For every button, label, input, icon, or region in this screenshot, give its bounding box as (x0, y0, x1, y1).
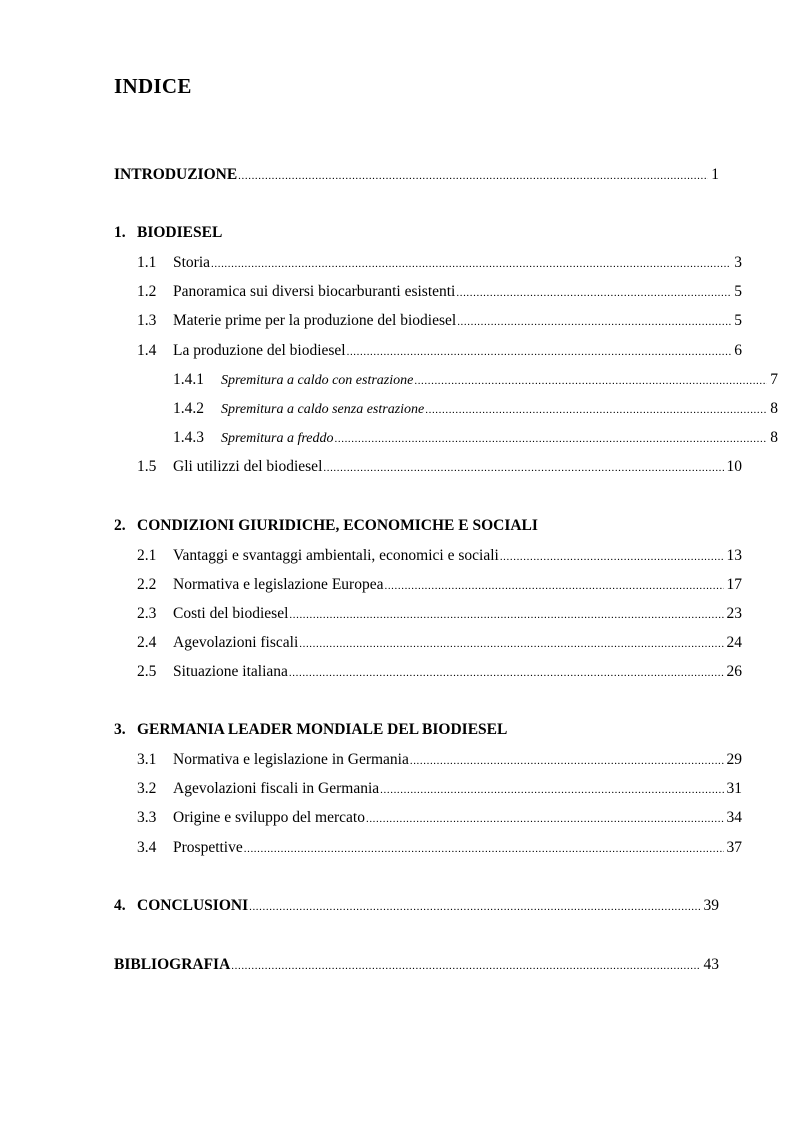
toc-entry-3-2[interactable] (114, 778, 742, 800)
chapter-number: 4. (114, 897, 126, 914)
subsection-label: Spremitura a caldo con estrazione (221, 373, 414, 388)
section-number: 3.2 (137, 780, 157, 797)
section-number: 1.1 (137, 254, 157, 271)
toc-page-number: 8 (770, 400, 778, 417)
toc-entry-introduction[interactable] (114, 164, 719, 186)
section-label: Agevolazioni fiscali (173, 634, 299, 651)
leader-dots (384, 575, 723, 597)
toc-page-number: 34 (726, 809, 742, 826)
section-number: 1.5 (137, 458, 157, 475)
toc-entry-1-5[interactable] (114, 456, 742, 478)
leader-dots (211, 253, 731, 275)
toc-page-number: 26 (726, 663, 742, 680)
section-number: 2.4 (137, 634, 157, 651)
section-label: Prospettive (173, 839, 243, 856)
chapter-number: 3. (114, 721, 126, 738)
toc-page-number: 29 (726, 751, 742, 768)
toc-entry-1-4-1[interactable] (114, 369, 778, 391)
subsection-number: 1.4.1 (173, 371, 204, 388)
toc-entry-label: CONCLUSIONI (137, 897, 249, 914)
section-number: 3.3 (137, 809, 157, 826)
toc-page-number: 5 (734, 283, 742, 300)
toc-page-number: 31 (726, 780, 742, 797)
toc-page-number: 23 (726, 605, 742, 622)
leader-dots (249, 896, 700, 918)
page-title: INDICE (114, 74, 192, 98)
toc-entry-1-4[interactable] (114, 340, 742, 362)
toc-entry-2-4[interactable] (114, 632, 742, 654)
toc-page-number: 37 (726, 839, 742, 856)
section-number: 3.4 (137, 839, 157, 856)
toc-entry-label: BIBLIOGRAFIA (114, 956, 231, 973)
section-label: Agevolazioni fiscali in Germania (173, 780, 380, 797)
toc-entry-bibliografia[interactable] (114, 954, 719, 976)
leader-dots (238, 165, 708, 187)
leader-dots (323, 457, 723, 479)
section-number: 2.1 (137, 547, 157, 564)
toc-page-number: 39 (703, 897, 719, 914)
section-label: Situazione italiana (173, 663, 288, 680)
toc-page-number: 8 (770, 429, 778, 446)
section-label: Storia (173, 254, 211, 271)
leader-dots (380, 779, 723, 801)
leader-dots (500, 546, 724, 568)
leader-dots (289, 662, 724, 684)
chapter-heading-2[interactable] (114, 515, 538, 537)
toc-page-number: 1 (711, 166, 719, 183)
subsection-number: 1.4.2 (173, 400, 204, 417)
toc-entry-3-1[interactable] (114, 749, 742, 771)
chapter-number: 2. (114, 517, 126, 534)
section-label: Materie prime per la produzione del biodiesel (173, 312, 457, 329)
chapter-number: 1. (114, 224, 126, 241)
toc-entry-2-1[interactable] (114, 545, 742, 567)
section-number: 1.3 (137, 312, 157, 329)
section-label: Costi del biodiesel (173, 605, 289, 622)
chapter-title: GERMANIA LEADER MONDIALE DEL BIODIESEL (137, 721, 508, 738)
toc-page-number: 6 (734, 342, 742, 359)
section-label: La produzione del biodiesel (173, 342, 346, 359)
toc-page-number: 7 (770, 371, 778, 388)
leader-dots (335, 428, 768, 450)
toc-entry-2-5[interactable] (114, 661, 742, 683)
section-number: 2.2 (137, 576, 157, 593)
leader-dots (299, 633, 723, 655)
chapter-title: CONDIZIONI GIURIDICHE, ECONOMICHE E SOCIALI (137, 517, 538, 534)
leader-dots (410, 750, 724, 772)
toc-page-number: 17 (726, 576, 742, 593)
leader-dots (231, 955, 700, 977)
leader-dots (289, 604, 723, 626)
toc-entry-3-3[interactable] (114, 807, 742, 829)
toc-entry-1-4-3[interactable] (114, 427, 778, 449)
section-number: 1.2 (137, 283, 157, 300)
toc-page-number: 10 (726, 458, 742, 475)
toc-entry-label: INTRODUZIONE (114, 166, 238, 183)
toc-page-number: 3 (734, 254, 742, 271)
section-number: 2.3 (137, 605, 157, 622)
leader-dots (457, 311, 731, 333)
toc-entry-1-4-2[interactable] (114, 398, 778, 420)
toc-page-number: 13 (726, 547, 742, 564)
leader-dots (425, 399, 767, 421)
toc-entry-1-3[interactable] (114, 310, 742, 332)
section-label: Vantaggi e svantaggi ambientali, economici e sociali (173, 547, 499, 564)
section-label: Normativa e legislazione in Germania (173, 751, 409, 768)
section-number: 3.1 (137, 751, 157, 768)
toc-entry-3-4[interactable] (114, 837, 742, 859)
leader-dots (244, 838, 724, 860)
subsection-number: 1.4.3 (173, 429, 204, 446)
leader-dots (366, 808, 724, 830)
section-label: Normativa e legislazione Europea (173, 576, 384, 593)
section-number: 2.5 (137, 663, 157, 680)
leader-dots (456, 282, 731, 304)
subsection-label: Spremitura a freddo (221, 431, 334, 446)
chapter-heading-3[interactable] (114, 719, 507, 741)
toc-page-number: 24 (726, 634, 742, 651)
toc-entry-1-1[interactable] (114, 252, 742, 274)
section-label: Gli utilizzi del biodiesel (173, 458, 323, 475)
toc-entry-2-2[interactable] (114, 574, 742, 596)
chapter-title: BIODIESEL (137, 224, 223, 241)
section-label: Origine e sviluppo del mercato (173, 809, 365, 826)
section-label: Panoramica sui diversi biocarburanti esistenti (173, 283, 456, 300)
subsection-label: Spremitura a caldo senza estrazione (221, 402, 425, 417)
toc-entry-conclusioni[interactable] (114, 895, 719, 917)
chapter-heading-1[interactable] (114, 222, 222, 244)
toc-entry-1-2[interactable] (114, 281, 742, 303)
leader-dots (347, 341, 732, 363)
toc-page-number: 5 (734, 312, 742, 329)
leader-dots (414, 370, 767, 392)
toc-entry-2-3[interactable] (114, 603, 742, 625)
section-number: 1.4 (137, 342, 157, 359)
toc-page-number: 43 (703, 956, 719, 973)
